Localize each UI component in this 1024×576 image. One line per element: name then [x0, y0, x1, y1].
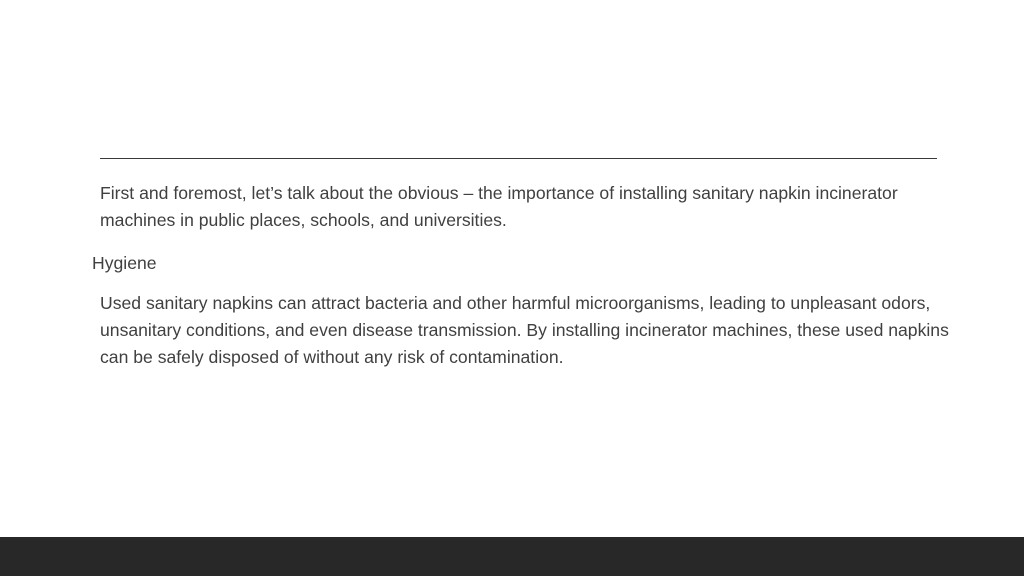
- footer-bar: [0, 537, 1024, 576]
- intro-paragraph: First and foremost, let’s talk about the obvious – the importance of installing sanitary napkin incinerator machines in public places, schools, and universities.: [100, 183, 898, 230]
- hygiene-paragraph: Used sanitary napkins can attract bacteria and other harmful microorganisms, leading to unpleasant odors, unsanitary conditions, and even disease transmission. By installing incinerator machines, these used napkins can be safely disposed of without any risk of contamination.: [100, 293, 949, 367]
- section-heading-hygiene: Hygiene: [92, 253, 157, 273]
- title-divider-line: [100, 158, 937, 159]
